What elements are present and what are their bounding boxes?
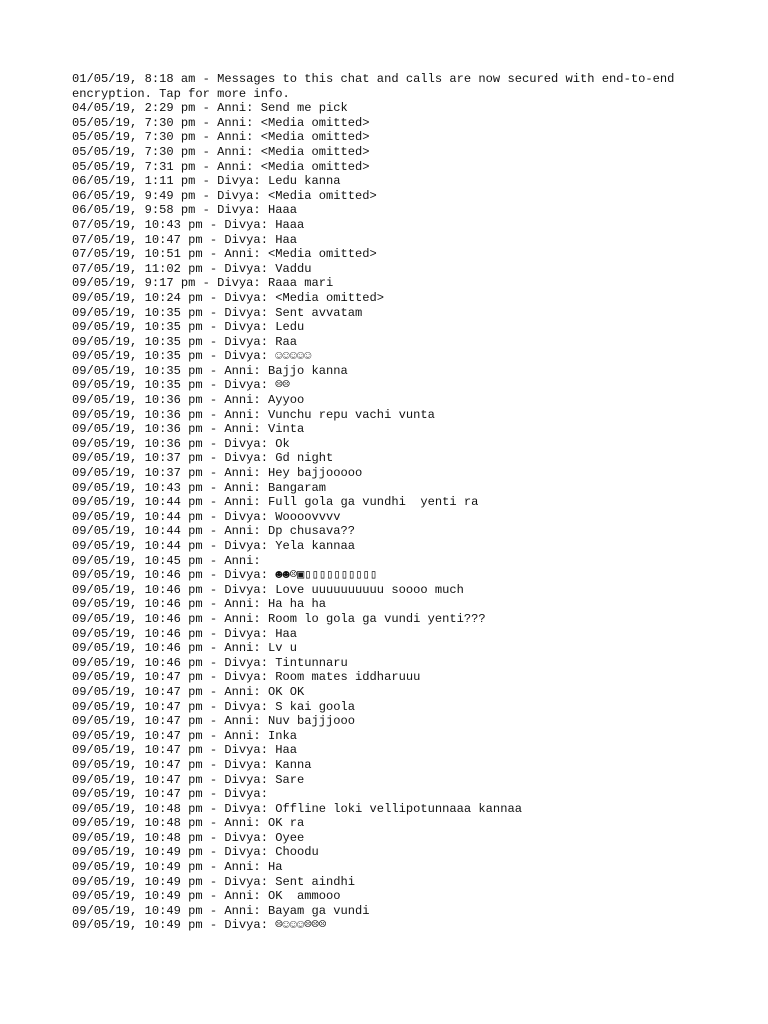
chat-message-line: 09/05/19, 10:47 pm - Anni: Inka [72,728,297,743]
chat-message-line: 07/05/19, 10:43 pm - Divya: Haaa [72,217,305,232]
chat-message-line: 09/05/19, 10:45 pm - Anni: [72,553,268,568]
chat-message-line: 09/05/19, 10:48 pm - Divya: Offline loki vellipotunnaaa kannaa [72,801,522,816]
chat-message-line: 09/05/19, 10:35 pm - Anni: Bajjo kanna [72,363,348,378]
chat-message-line: 04/05/19, 2:29 pm - Anni: Send me pick [72,101,348,116]
chat-message-line: 09/05/19, 10:49 pm - Divya: Choodu [72,845,319,860]
chat-message-line: 09/05/19, 10:44 pm - Anni: Full gola ga vundhi yenti ra [72,495,479,510]
chat-message-line: 07/05/19, 11:02 pm - Divya: Vaddu [72,261,312,276]
chat-message-line: 09/05/19, 10:49 pm - Anni: Ha [72,860,283,875]
chat-message-line: 09/05/19, 10:49 pm - Anni: Bayam ga vundi [72,903,370,918]
chat-message-line: 09/05/19, 10:47 pm - Divya: Room mates iddharuuu [72,670,421,685]
chat-message-line: 07/05/19, 10:47 pm - Divya: Haa [72,232,297,247]
chat-message-line: 09/05/19, 10:47 pm - Divya: Haa [72,743,297,758]
chat-message-line: 09/05/19, 10:47 pm - Anni: OK OK [72,684,305,699]
chat-message-line: 09/05/19, 10:46 pm - Divya: ☻☻☹▣▯▯▯▯▯▯▯▯▯▯ [72,568,378,583]
chat-message-line: 09/05/19, 10:44 pm - Divya: Woooovvvv [72,509,341,524]
chat-log [72,72,722,933]
chat-message-line: 09/05/19, 10:47 pm - Anni: Nuv bajjjooo [72,714,356,729]
chat-message-line: 09/05/19, 10:36 pm - Anni: Vunchu repu vachi vunta [72,407,435,422]
chat-message-line: 09/05/19, 10:47 pm - Divya: Kanna [72,757,312,772]
chat-message-line: 09/05/19, 10:46 pm - Anni: Room lo gola ga vundi yenti??? [72,611,486,626]
chat-message-line: 07/05/19, 10:51 pm - Anni: <Media omitted> [72,247,377,262]
chat-message-line: 09/05/19, 10:44 pm - Divya: Yela kannaa [72,539,356,553]
chat-export-page [72,72,722,933]
chat-message-line: 09/05/19, 10:43 pm - Anni: Bangaram [72,480,327,495]
chat-message-line: 09/05/19, 10:35 pm - Divya: Ledu [72,320,305,335]
chat-message-line: 09/05/19, 10:35 pm - Divya: Raa [72,334,297,349]
chat-message-line: 09/05/19, 10:46 pm - Divya: Tintunnaru [72,655,348,670]
chat-message-line: 09/05/19, 10:49 pm - Divya: ☹☺☺☺☹☹☹ [72,918,327,933]
chat-message-line: 09/05/19, 10:48 pm - Divya: Oyee [72,830,305,845]
chat-message-line: 09/05/19, 10:46 pm - Anni: Lv u [72,641,297,656]
chat-message-line: 09/05/19, 10:47 pm - Divya: S kai goola [72,699,356,714]
chat-message-line: 05/05/19, 7:30 pm - Anni: <Media omitted> [72,130,370,145]
chat-message-line: 06/05/19, 1:11 pm - Divya: Ledu kanna [72,174,341,189]
chat-message-line: 09/05/19, 10:49 pm - Anni: OK ammooo [72,889,341,904]
chat-message-line: 09/05/19, 10:24 pm - Divya: <Media omitted> [72,290,385,305]
chat-message-line: 09/05/19, 10:36 pm - Anni: Ayyoo [72,393,305,408]
chat-message-line: 09/05/19, 10:44 pm - Anni: Dp chusava?? [72,524,356,539]
chat-message-line: 06/05/19, 9:58 pm - Divya: Haaa [72,203,297,218]
chat-message-line: 05/05/19, 7:30 pm - Anni: <Media omitted> [72,115,370,130]
chat-message-line: 09/05/19, 10:46 pm - Anni: Ha ha ha [72,597,327,612]
chat-message-line: 09/05/19, 10:35 pm - Divya: ☹☹ [72,378,290,393]
chat-message-line: 09/05/19, 10:47 pm - Divya: [72,787,276,802]
chat-message-line: 09/05/19, 10:37 pm - Divya: Gd night [72,451,334,466]
chat-message-line: 06/05/19, 9:49 pm - Divya: <Media omitted> [72,188,377,203]
chat-message-line: 05/05/19, 7:31 pm - Anni: <Media omitted> [72,159,370,174]
chat-message-line: 09/05/19, 10:46 pm - Divya: Love uuuuuuuuuu soooo much [72,582,464,597]
chat-message-line: 09/05/19, 10:47 pm - Divya: Sare [72,772,305,787]
chat-message-line: 09/05/19, 10:48 pm - Anni: OK ra [72,816,305,831]
chat-message-line: 09/05/19, 10:49 pm - Divya: Sent aindhi [72,874,356,889]
chat-message-line: 09/05/19, 10:37 pm - Anni: Hey bajjooooo [72,466,363,481]
chat-message-line: 05/05/19, 7:30 pm - Anni: <Media omitted> [72,144,370,159]
chat-message-line: 09/05/19, 10:36 pm - Divya: Ok [72,436,290,451]
system-message-line: 01/05/19, 8:18 am - Messages to this chat and calls are now secured with end-to-end encryption. Tap for more info. [72,72,682,101]
chat-message-line: 09/05/19, 9:17 pm - Divya: Raaa mari [72,276,334,291]
chat-message-line: 09/05/19, 10:35 pm - Divya: Sent avvatam [72,305,363,320]
chat-message-line: 09/05/19, 10:46 pm - Divya: Haa [72,626,297,641]
chat-message-line: 09/05/19, 10:36 pm - Anni: Vinta [72,422,305,437]
chat-message-line: 09/05/19, 10:35 pm - Divya: ☺☺☺☺☺ [72,349,312,364]
